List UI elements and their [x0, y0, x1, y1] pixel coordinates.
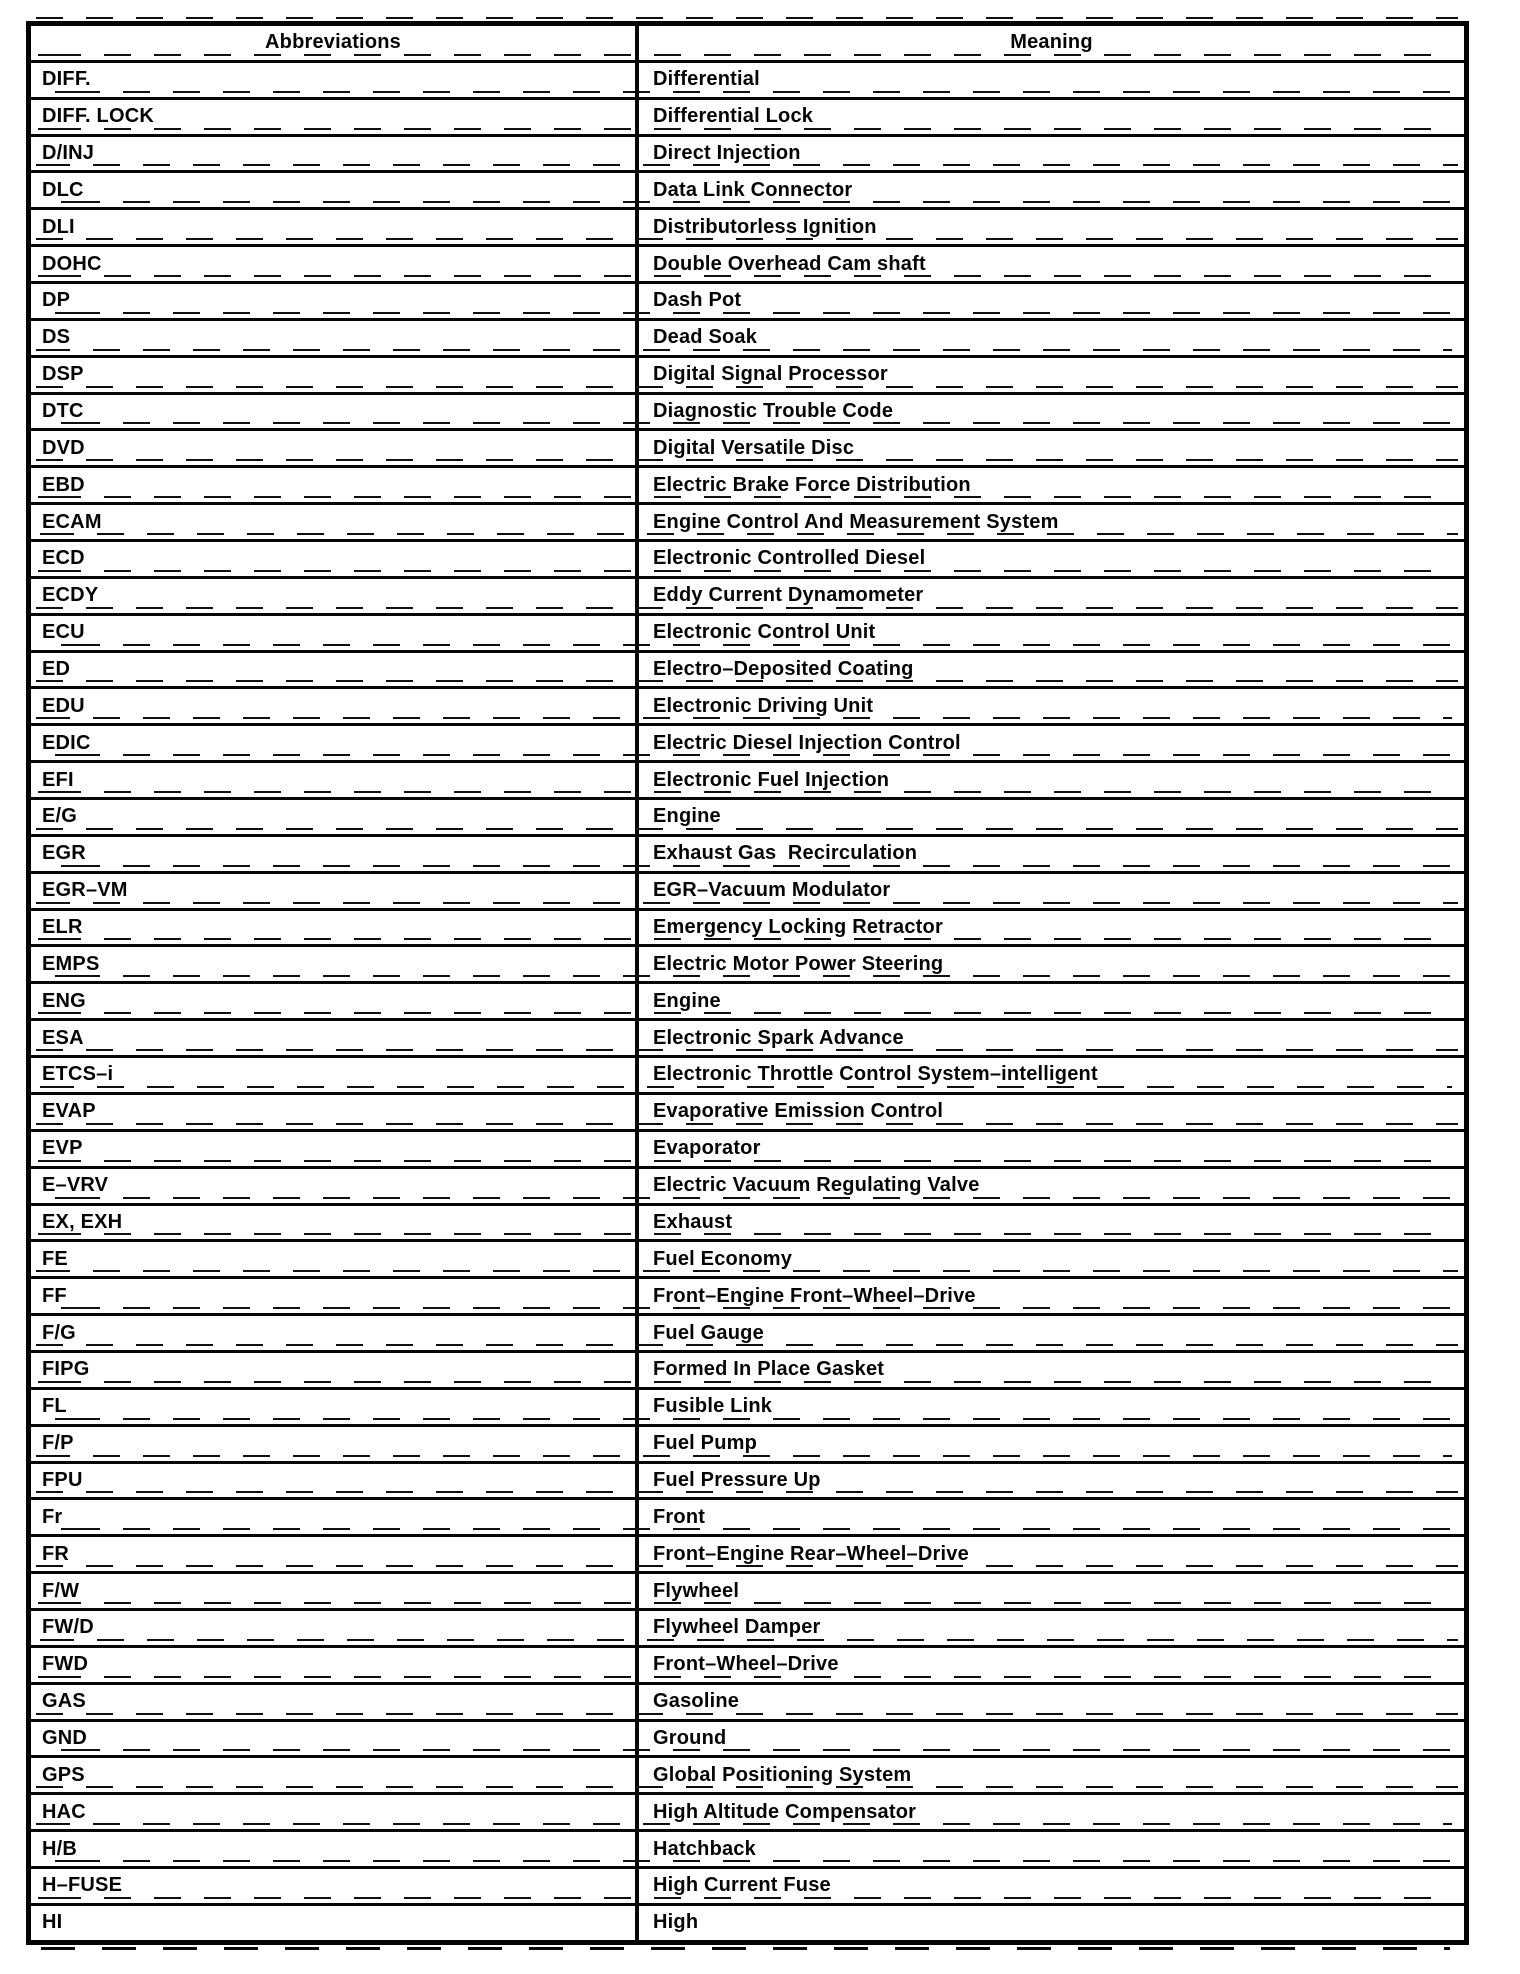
table-row — [31, 1682, 1464, 1719]
table-row — [31, 1239, 1464, 1276]
meaning-cell: Dash Pot — [653, 289, 742, 312]
abbreviation-cell: EDU — [31, 689, 639, 723]
table-row — [31, 1203, 1464, 1240]
table-row — [31, 60, 1464, 97]
meaning-cell: Electronic Controlled Diesel — [653, 547, 926, 570]
meaning-cell: Differential Lock — [653, 105, 814, 128]
table-row — [31, 1387, 1464, 1424]
meaning-cell: Fusible Link — [653, 1395, 773, 1418]
abbreviation-cell: DLC — [31, 173, 639, 207]
table-row — [31, 502, 1464, 539]
meaning-cell: Double Overhead Cam shaft — [653, 252, 926, 275]
abbreviation-cell: H/B — [31, 1832, 639, 1866]
meaning-cell: Flywheel — [653, 1579, 740, 1602]
abbreviation-cell: F/W — [31, 1574, 639, 1608]
meaning-cell: Distributorless Ignition — [653, 215, 877, 238]
abbreviation-cell: ELR — [31, 911, 639, 945]
abbreviation-cell: GAS — [31, 1685, 639, 1719]
table-row — [31, 1350, 1464, 1387]
abbreviation-cell: GPS — [31, 1758, 639, 1792]
table-row — [31, 834, 1464, 871]
abbreviation-cell: FF — [31, 1279, 639, 1313]
meaning-cell: Fuel Economy — [653, 1247, 793, 1270]
meaning-cell: Digital Versatile Disc — [653, 436, 855, 459]
meaning-cell: Gasoline — [653, 1690, 740, 1713]
meaning-cell: High Current Fuse — [653, 1874, 831, 1897]
meaning-cell: Electric Diesel Injection Control — [653, 731, 961, 754]
table-row — [31, 244, 1464, 281]
abbreviation-cell: ECD — [31, 542, 639, 576]
abbreviation-cell: DP — [31, 284, 639, 318]
abbreviation-cell: FW/D — [31, 1611, 639, 1645]
meaning-cell: Global Positioning System — [653, 1763, 912, 1786]
meaning-cell: High — [653, 1911, 699, 1934]
meaning-cell: Emergency Locking Retractor — [653, 916, 943, 939]
table-row — [31, 1166, 1464, 1203]
abbreviation-cell: EDIC — [31, 726, 639, 760]
abbreviation-cell: F/G — [31, 1316, 639, 1350]
abbreviation-cell: DS — [31, 321, 639, 355]
abbreviation-cell: ETCS–i — [31, 1058, 639, 1092]
table-row — [31, 1424, 1464, 1461]
abbreviation-cell: GND — [31, 1722, 639, 1756]
table-row — [31, 134, 1464, 171]
meaning-cell: Electronic Fuel Injection — [653, 768, 890, 791]
meaning-cell: Electric Vacuum Regulating Valve — [653, 1174, 980, 1197]
table-row — [31, 207, 1464, 244]
abbreviation-cell: ENG — [31, 984, 639, 1018]
meaning-cell: Exhaust Gas Recirculation — [653, 842, 918, 865]
table-row — [31, 871, 1464, 908]
abbreviation-cell: FWD — [31, 1648, 639, 1682]
table-row — [31, 170, 1464, 207]
table-row — [31, 1313, 1464, 1350]
meaning-cell: EGR–Vacuum Modulator — [653, 879, 891, 902]
abbreviation-cell: H–FUSE — [31, 1869, 639, 1903]
table-row — [31, 1608, 1464, 1645]
table-row — [31, 392, 1464, 429]
abbreviation-cell: DSP — [31, 358, 639, 392]
table-row — [31, 1055, 1464, 1092]
meaning-cell: Ground — [653, 1726, 727, 1749]
meaning-cell: Electronic Throttle Control System–intelligent — [653, 1063, 1098, 1086]
table-row — [31, 576, 1464, 613]
meaning-cell: Diagnostic Trouble Code — [653, 400, 894, 423]
table-row — [31, 465, 1464, 502]
table-row — [31, 1645, 1464, 1682]
table-row — [31, 1129, 1464, 1166]
table-row — [31, 1276, 1464, 1313]
meaning-cell: Hatchback — [653, 1837, 756, 1860]
abbreviation-cell: EX, EXH — [31, 1206, 639, 1240]
table-row — [31, 723, 1464, 760]
abbreviation-cell: D/INJ — [31, 137, 639, 171]
meaning-cell: Engine — [653, 805, 721, 828]
abbreviation-cell: HI — [31, 1906, 639, 1940]
meaning-cell: Evaporator — [653, 1137, 761, 1160]
meaning-cell: Electronic Control Unit — [653, 621, 876, 644]
abbreviation-cell: EVP — [31, 1132, 639, 1166]
abbreviation-cell: DLI — [31, 210, 639, 244]
table-row — [31, 1755, 1464, 1792]
abbreviation-cell: E/G — [31, 800, 639, 834]
meaning-cell: Electric Motor Power Steering — [653, 952, 944, 975]
table-row — [31, 1497, 1464, 1534]
table-row — [31, 97, 1464, 134]
abbreviation-cell: Fr — [31, 1500, 639, 1534]
table-row — [31, 1018, 1464, 1055]
meaning-cell: Electronic Driving Unit — [653, 694, 874, 717]
abbreviation-cell: EBD — [31, 468, 639, 502]
abbreviation-cell: EMPS — [31, 947, 639, 981]
table-row — [31, 318, 1464, 355]
abbreviation-cell: FR — [31, 1537, 639, 1571]
meaning-cell: High Altitude Compensator — [653, 1800, 917, 1823]
table-row — [31, 428, 1464, 465]
table-row — [31, 1571, 1464, 1608]
abbreviation-cell: DTC — [31, 395, 639, 429]
table-row — [31, 944, 1464, 981]
table-row — [31, 797, 1464, 834]
meaning-cell: Fuel Pump — [653, 1432, 758, 1455]
table-row — [31, 760, 1464, 797]
table-row — [31, 981, 1464, 1018]
abbreviation-cell: EFI — [31, 763, 639, 797]
meaning-cell: Electro–Deposited Coating — [653, 658, 914, 681]
meaning-cell: Digital Signal Processor — [653, 363, 888, 386]
abbreviation-cell: DIFF. LOCK — [31, 100, 639, 134]
table-header-row — [31, 26, 1464, 60]
abbreviation-cell: ECU — [31, 616, 639, 650]
table-row — [31, 281, 1464, 318]
abbreviation-cell: DOHC — [31, 247, 639, 281]
meaning-cell: Data Link Connector — [653, 178, 853, 201]
table-row — [31, 650, 1464, 687]
meaning-cell: Direct Injection — [653, 142, 801, 164]
abbreviation-cell: DIFF. — [31, 63, 639, 97]
table-row — [31, 908, 1464, 945]
abbreviation-cell: ECAM — [31, 505, 639, 539]
meaning-cell: Flywheel Damper — [653, 1616, 821, 1639]
table-row — [31, 686, 1464, 723]
meaning-cell: Dead Soak — [653, 326, 758, 349]
table-row — [31, 1866, 1464, 1903]
meaning-cell: Electric Brake Force Distribution — [653, 473, 971, 496]
abbreviation-cell: FE — [31, 1242, 639, 1276]
abbreviation-cell: ESA — [31, 1021, 639, 1055]
meaning-cell: Differential — [653, 68, 760, 91]
table-row — [31, 1903, 1464, 1940]
table-row — [31, 1829, 1464, 1866]
table-row — [31, 539, 1464, 576]
column-header-meaning: Meaning — [1010, 31, 1093, 54]
table-row — [31, 355, 1464, 392]
abbreviation-cell: HAC — [31, 1795, 639, 1829]
meaning-cell: Exhaust — [653, 1210, 733, 1233]
abbreviation-cell: F/P — [31, 1427, 639, 1461]
meaning-cell: Front–Engine Rear–Wheel–Drive — [653, 1542, 969, 1565]
abbreviation-table — [26, 21, 1469, 1945]
meaning-cell: Front — [653, 1505, 706, 1528]
abbreviation-cell: ED — [31, 653, 639, 687]
abbreviation-cell: DVD — [31, 431, 639, 465]
abbreviation-cell: E–VRV — [31, 1169, 639, 1203]
abbreviation-cell: FIPG — [31, 1353, 639, 1387]
meaning-cell: Electronic Spark Advance — [653, 1026, 904, 1049]
meaning-cell: Front–Wheel–Drive — [653, 1653, 839, 1676]
meaning-cell: Engine Control And Measurement System — [653, 510, 1059, 533]
table-row — [31, 1719, 1464, 1756]
abbreviation-cell: EGR — [31, 837, 639, 871]
meaning-cell: Eddy Current Dynamometer — [653, 584, 924, 607]
meaning-cell: Engine — [653, 989, 721, 1012]
meaning-cell: Evaporative Emission Control — [653, 1100, 944, 1123]
table-row — [31, 613, 1464, 650]
table-row — [31, 1461, 1464, 1498]
abbreviation-cell: FL — [31, 1390, 639, 1424]
abbreviation-cell: ECDY — [31, 579, 639, 613]
meaning-cell: Fuel Gauge — [653, 1321, 764, 1344]
table-row — [31, 1092, 1464, 1129]
meaning-cell: Formed In Place Gasket — [653, 1358, 885, 1381]
meaning-cell: Front–Engine Front–Wheel–Drive — [653, 1284, 976, 1307]
column-header-abbreviations: Abbreviations — [31, 26, 639, 60]
meaning-cell: Fuel Pressure Up — [653, 1468, 821, 1491]
abbreviation-cell: FPU — [31, 1464, 639, 1498]
table-row — [31, 1792, 1464, 1829]
abbreviation-cell: EGR–VM — [31, 874, 639, 908]
table-row — [31, 1534, 1464, 1571]
abbreviation-cell: EVAP — [31, 1095, 639, 1129]
